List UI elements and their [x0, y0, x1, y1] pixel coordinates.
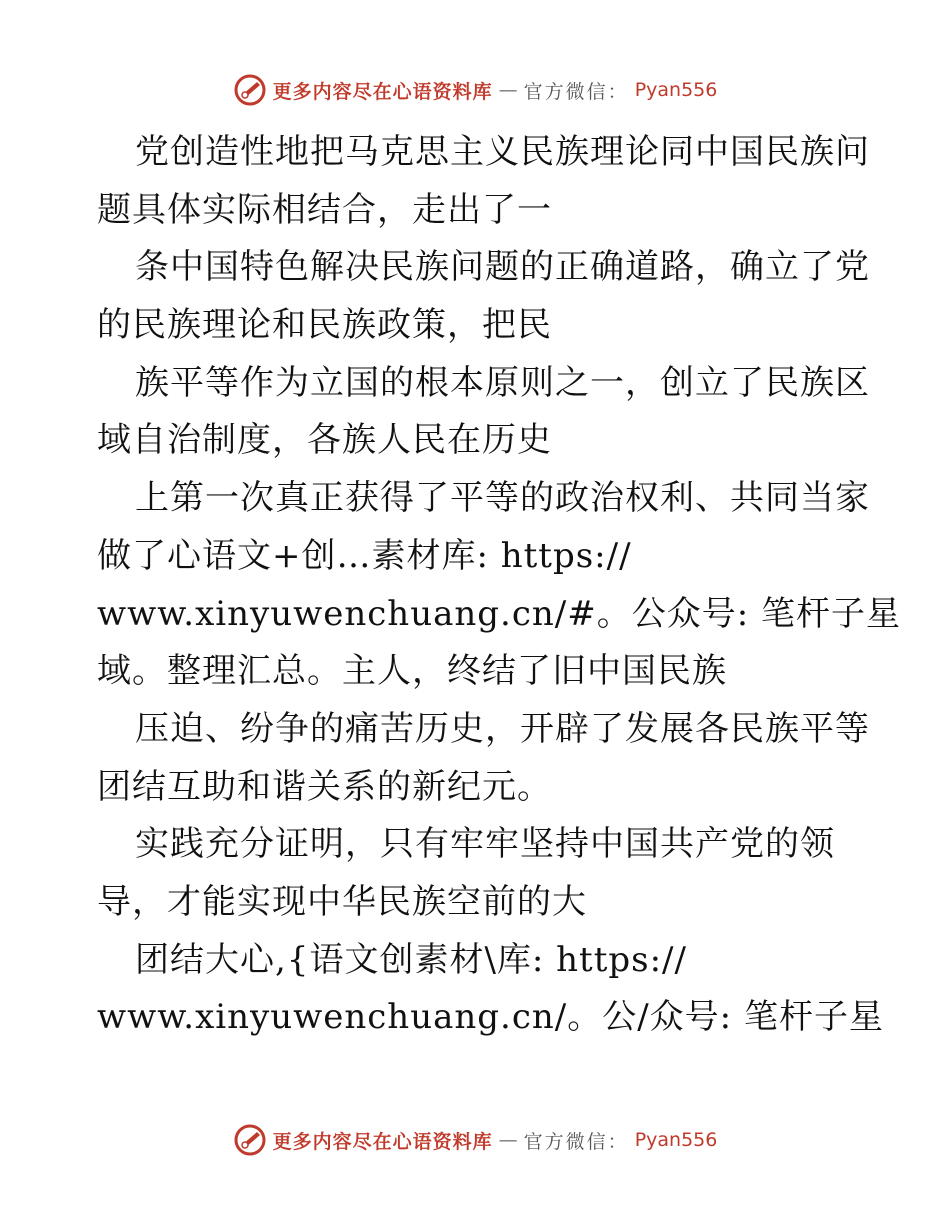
- body-line: 做了心语文+创…素材库: https://: [97, 535, 632, 576]
- body-line: 导，才能实现中华民族空前的大: [97, 881, 587, 922]
- body-line: 域自治制度，各族人民在历史: [97, 420, 552, 461]
- body-line: 条中国特色解决民族问题的正确道路，确立了党: [135, 247, 870, 288]
- header-brand-text: 更多内容尽在心语资料库: [272, 80, 493, 103]
- footer-wechat-label: 官方微信：: [523, 1130, 629, 1153]
- brand-logo-icon: [233, 73, 267, 107]
- body-line: 实践充分证明，只有牢牢坚持中国共产党的领: [135, 824, 835, 865]
- body-line: 题具体实际相结合，走出了一: [97, 189, 552, 230]
- header-wechat-label: 官方微信：: [523, 80, 629, 103]
- body-line: 团结互助和谐关系的新纪元。: [97, 766, 552, 807]
- body-line: 上第一次真正获得了平等的政治权利、共同当家: [135, 478, 870, 519]
- header-wechat-id: Pyan556: [634, 79, 718, 101]
- body-line: 团结大心,{语文创素材\库: https://: [135, 939, 687, 980]
- footer-dash: —: [498, 1129, 518, 1151]
- header-banner: [0, 70, 950, 110]
- header-dash: —: [498, 79, 518, 101]
- body-line: 族平等作为立国的根本原则之一，创立了民族区: [135, 362, 870, 403]
- footer-wechat-id: Pyan556: [634, 1129, 718, 1151]
- body-line: 党创造性地把马克思主义民族理论同中国民族问: [135, 132, 870, 172]
- document-body: [97, 124, 901, 1047]
- body-line: 压迫、纷争的痛苦历史，开辟了发展各民族平等: [135, 708, 870, 749]
- brand-logo-icon: [233, 1123, 267, 1157]
- footer-banner: [0, 1120, 950, 1160]
- body-line: www.xinyuwenchuang.cn/#。公众号: 笔杆子星: [97, 593, 901, 634]
- body-line: www.xinyuwenchuang.cn/。公/众号: 笔杆子星: [97, 997, 884, 1038]
- body-line: 域。整理汇总。主人，终结了旧中国民族: [97, 651, 727, 692]
- footer-brand-text: 更多内容尽在心语资料库: [272, 1130, 493, 1153]
- body-line: 的民族理论和民族政策，把民: [97, 305, 552, 346]
